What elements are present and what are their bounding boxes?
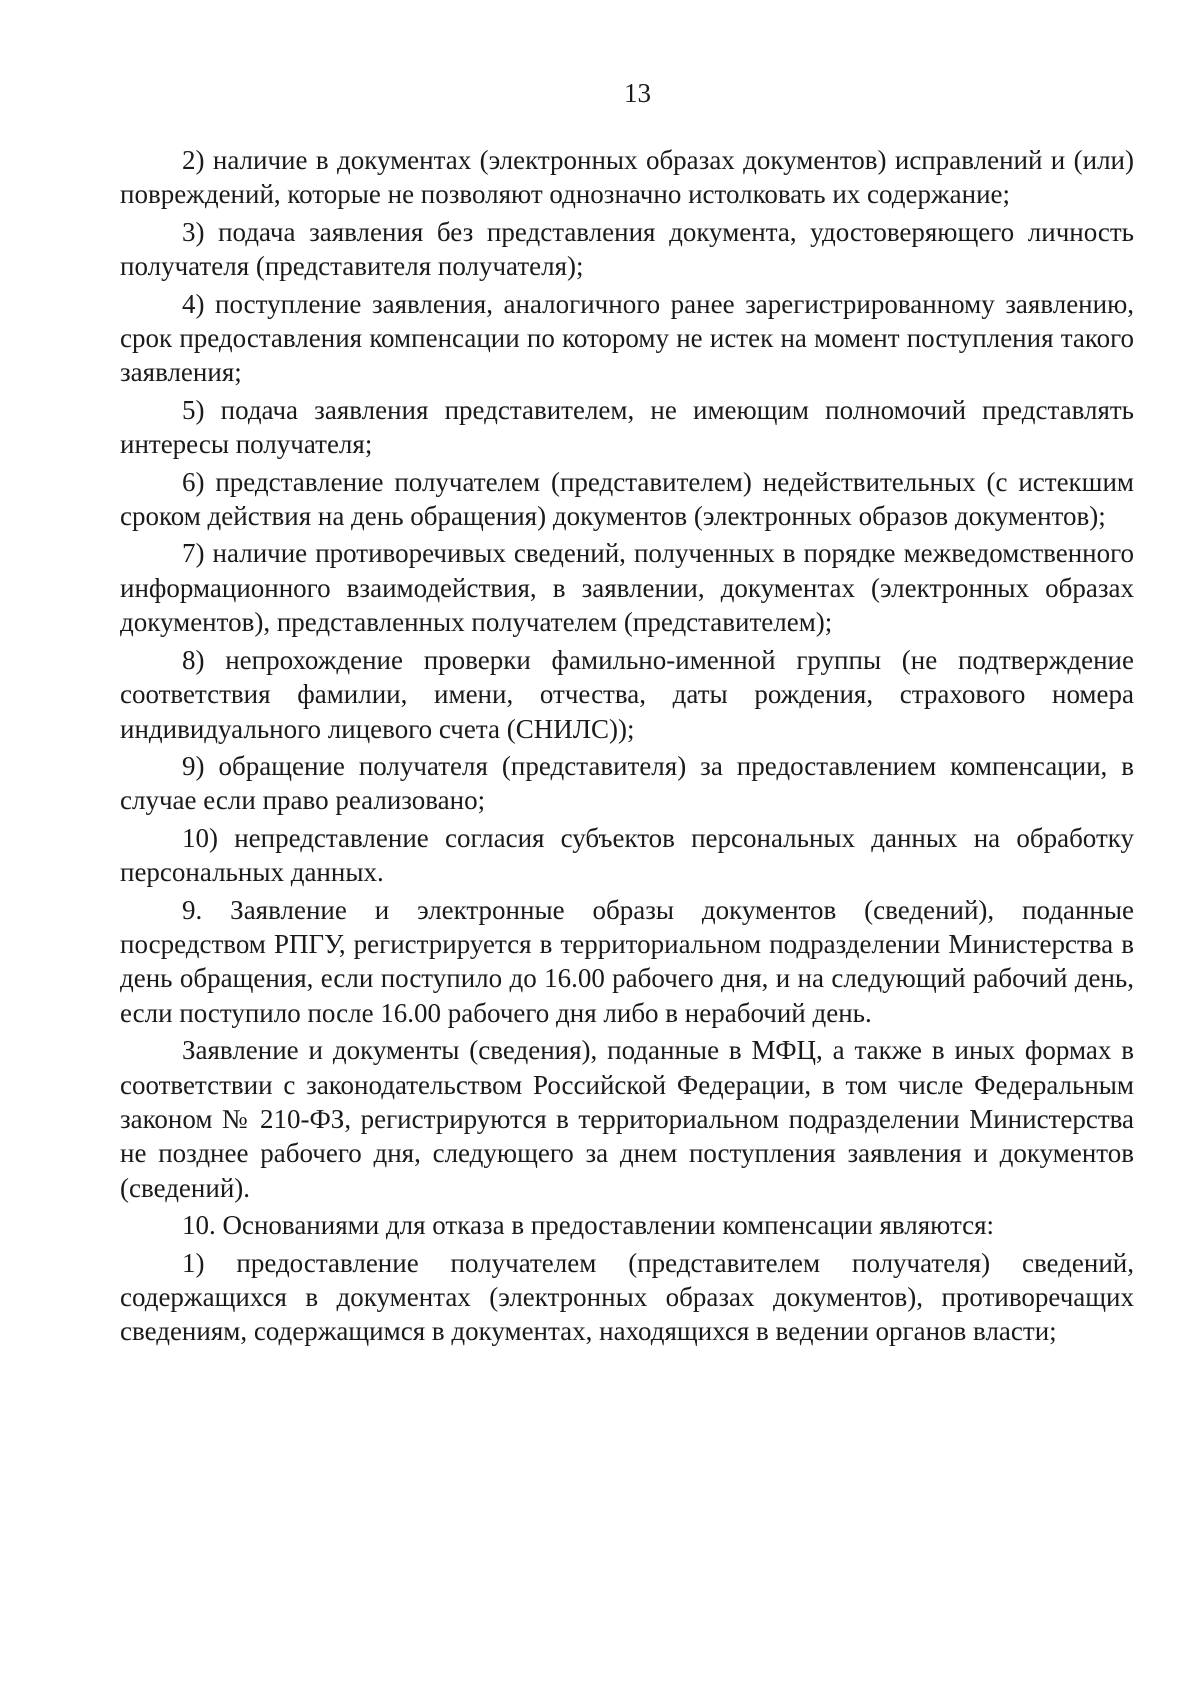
paragraph-item-4: 4) поступление заявления, аналогичного ранее зарегистрированному заявлению, срок предоставления компенсации по которому не истек на момент поступления такого заявления;: [120, 288, 1134, 388]
paragraph-item-3: 3) подача заявления без представления документа, удостоверяющего личность получателя (представителя получателя);: [120, 216, 1134, 282]
paragraph-item-5: 5) подача заявления представителем, не имеющим полномочий представлять интересы получателя;: [120, 394, 1134, 460]
paragraph-item-9: 9) обращение получателя (представителя) за предоставлением компенсации, в случае если право реализовано;: [120, 750, 1134, 816]
paragraph-item-6: 6) представление получателем (представителем) недействительных (с истекшим сроком действия на день обращения) документов (электронных образов документов);: [120, 466, 1134, 532]
section-9-registration: 9. Заявление и электронные образы документов (сведений), поданные посредством РПГУ, регистрируется в территориальном подразделении Министерства в день обращения, если поступило до 16.00 рабочего дня, и на следующий рабочий день, если поступило после 16.00 рабочего дня либо в нерабочий день.: [120, 894, 1134, 1028]
section-9-mfc-registration: Заявление и документы (сведения), поданные в МФЦ, а также в иных формах в соответствии с законодательством Российской Федерации, в том числе Федеральным законом № 210-ФЗ, регистрируются в территориальном подразделении Министерства не позднее рабочего дня, следующего за днем поступления заявления и документов (сведений).: [120, 1035, 1134, 1203]
page-number: 13: [624, 78, 651, 108]
document-body: [120, 143, 1134, 1352]
paragraph-item-7: 7) наличие противоречивых сведений, полученных в порядке межведомственного информационного взаимодействия, в заявлении, документах (электронных образах документов), представленных получателем (представителем);: [120, 538, 1134, 638]
paragraph-item-10: 10) непредставление согласия субъектов персональных данных на обработку персональных данных.: [120, 822, 1134, 888]
paragraph-item-2: 2) наличие в документах (электронных образах документов) исправлений и (или) повреждений, которые не позволяют однозначно истолковать их содержание;: [120, 145, 1134, 210]
refusal-item-1: 1) предоставление получателем (представителем получателя) сведений, содержащихся в документах (электронных образах документов), противоречащих сведениям, содержащимся в документах, находящихся в ведении органов власти;: [120, 1247, 1134, 1347]
section-10-heading: 10. Основаниями для отказа в предоставлении компенсации являются:: [182, 1210, 995, 1241]
paragraph-item-8: 8) непрохождение проверки фамильно-именной группы (не подтверждение соответствия фамилии, имени, отчества, даты рождения, страхового номера индивидуального лицевого счета (СНИЛС));: [120, 644, 1134, 744]
